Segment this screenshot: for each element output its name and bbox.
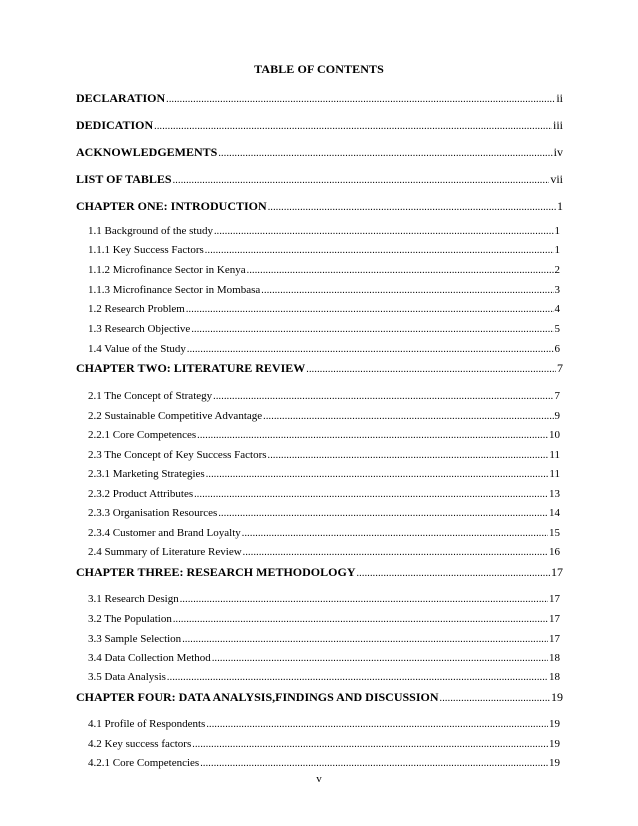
toc-entry-label: CHAPTER TWO: LITERATURE REVIEW (76, 361, 306, 375)
dot-leader (166, 93, 555, 107)
dot-leader (180, 593, 548, 607)
toc-entry-page-number: 17 (549, 613, 560, 625)
toc-entry-label: 2.3.4 Customer and Brand Loyalty (88, 527, 241, 539)
toc-section-entry (88, 342, 560, 356)
toc-section-entry (88, 592, 560, 606)
toc-entry-label: 4.1 Profile of Respondents (88, 718, 206, 730)
toc-section-entry (88, 545, 560, 559)
toc-entry-page-number: 11 (549, 449, 560, 461)
toc-section-entry (88, 448, 560, 462)
toc-entry-label: 4.2.1 Core Competencies (88, 757, 200, 769)
toc-section-entry (88, 506, 560, 520)
toc-entry-page-number: 5 (554, 323, 560, 335)
toc-entry-page-number: 7 (554, 390, 560, 402)
dot-leader (268, 201, 556, 215)
toc-section-entry (88, 737, 560, 751)
toc-entry-page-number: iii (552, 118, 563, 132)
toc-entry-page-number: 19 (549, 757, 560, 769)
dot-leader (205, 244, 554, 258)
toc-entry-page-number: 7 (557, 361, 563, 375)
toc-entry-label: 1.3 Research Objective (88, 323, 191, 335)
toc-section-entry (88, 717, 560, 731)
dot-leader (194, 488, 548, 502)
toc-entry-label: ACKNOWLEDGEMENTS (76, 145, 218, 159)
toc-entry-page-number: iv (553, 145, 563, 159)
toc-entry-page-number: 3 (554, 284, 560, 296)
toc-section-entry (88, 487, 560, 501)
toc-entry-label: 2.2 Sustainable Competitive Advantage (88, 410, 263, 422)
toc-entry-label: 2.3.3 Organisation Resources (88, 507, 218, 519)
toc-section-entry (88, 224, 560, 238)
toc-entry-label: 1.2 Research Problem (88, 303, 185, 315)
toc-entry-label: DEDICATION (76, 118, 154, 132)
toc-entry-page-number: 11 (549, 468, 560, 480)
dot-leader (263, 410, 553, 424)
toc-section-entry (88, 243, 560, 257)
toc-entry-page-number: 1 (554, 244, 560, 256)
toc-section-entry (88, 526, 560, 540)
toc-entry-label: 1.1.2 Microfinance Sector in Kenya (88, 264, 246, 276)
dot-leader (261, 284, 553, 298)
toc-entry-label: 1.1 Background of the study (88, 225, 213, 237)
toc-entry-page-number: 17 (551, 565, 563, 579)
page-title: TABLE OF CONTENTS (254, 62, 384, 76)
toc-section-entry (88, 670, 560, 684)
toc-entry-label: 1.1.3 Microfinance Sector in Mombasa (88, 284, 261, 296)
toc-entry-label: 4.2 Key success factors (88, 738, 192, 750)
toc-section-entry (88, 283, 560, 297)
toc-entry-page-number: 16 (549, 546, 560, 558)
dot-leader (356, 567, 550, 581)
dot-leader (167, 671, 548, 685)
toc-entry-page-number: 14 (549, 507, 560, 519)
toc-entry-label: 2.3.1 Marketing Strategies (88, 468, 205, 480)
dot-leader (218, 507, 548, 521)
dot-leader (212, 652, 548, 666)
toc-entry-page-number: 13 (549, 488, 560, 500)
toc-entry-page-number: 19 (551, 690, 563, 704)
dot-leader (214, 225, 554, 239)
toc-chapter-entry (76, 565, 563, 579)
toc-entry-label: 1.1.1 Key Success Factors (88, 244, 204, 256)
toc-entry-page-number: 19 (549, 718, 560, 730)
toc-section-entry (88, 263, 560, 277)
dot-leader (206, 468, 549, 482)
dot-leader (173, 613, 548, 627)
dot-leader (306, 363, 556, 377)
footer-page-number: v (316, 773, 322, 785)
toc-entry-page-number: 1 (554, 225, 560, 237)
dot-leader (191, 323, 553, 337)
toc-entry-label: 3.5 Data Analysis (88, 671, 166, 683)
dot-leader (218, 147, 552, 161)
toc-section-entry (88, 322, 560, 336)
dot-leader (187, 343, 554, 357)
toc-chapter-entry (76, 172, 563, 186)
toc-entry-label: CHAPTER ONE: INTRODUCTION (76, 199, 267, 213)
dot-leader (197, 429, 548, 443)
toc-entry-label: 1.4 Value of the Study (88, 343, 186, 355)
dot-leader (200, 757, 548, 771)
dot-leader (247, 264, 554, 278)
toc-section-entry (88, 632, 560, 646)
toc-entry-page-number: 17 (549, 593, 560, 605)
dot-leader (206, 718, 548, 732)
toc-section-entry (88, 612, 560, 626)
toc-chapter-entry (76, 118, 563, 132)
toc-entry-label: LIST OF TABLES (76, 172, 172, 186)
toc-entry-page-number: 18 (549, 652, 560, 664)
toc-entry-page-number: 19 (549, 738, 560, 750)
toc-entry-label: CHAPTER FOUR: DATA ANALYSIS,FINDINGS AND DISCUSSION (76, 690, 439, 704)
toc-entry-page-number: 15 (549, 527, 560, 539)
toc-section-entry (88, 756, 560, 770)
toc-entry-page-number: vii (550, 172, 563, 186)
dot-leader (192, 738, 548, 752)
toc-entry-page-number: ii (556, 91, 563, 105)
toc-entry-label: DECLARATION (76, 91, 166, 105)
dot-leader (268, 449, 549, 463)
dot-leader (154, 120, 552, 134)
toc-entry-label: 2.3 The Concept of Key Success Factors (88, 449, 267, 461)
dot-leader (213, 390, 553, 404)
dot-leader (173, 174, 550, 188)
toc-chapter-entry (76, 361, 563, 375)
toc-entry-label: 3.2 The Population (88, 613, 172, 625)
toc-entry-label: 3.3 Sample Selection (88, 633, 182, 645)
toc-entry-label: 2.4 Summary of Literature Review (88, 546, 242, 558)
toc-section-entry (88, 389, 560, 403)
toc-entry-label: CHAPTER THREE: RESEARCH METHODOLOGY (76, 565, 356, 579)
toc-chapter-entry (76, 145, 563, 159)
dot-leader (243, 546, 548, 560)
toc-section-entry (88, 302, 560, 316)
dot-leader (186, 303, 554, 317)
toc-section-entry (88, 428, 560, 442)
toc-entry-page-number: 2 (554, 264, 560, 276)
toc-entry-label: 2.2.1 Core Competences (88, 429, 197, 441)
toc-entry-label: 3.1 Research Design (88, 593, 179, 605)
toc-chapter-entry (76, 91, 563, 105)
toc-entry-label: 3.4 Data Collection Method (88, 652, 211, 664)
toc-entry-label: 2.1 The Concept of Strategy (88, 390, 213, 402)
toc-entry-page-number: 4 (554, 303, 560, 315)
toc-entry-page-number: 9 (554, 410, 560, 422)
toc-section-entry (88, 467, 560, 481)
toc-entry-label: 2.3.2 Product Attributes (88, 488, 194, 500)
toc-entry-page-number: 17 (549, 633, 560, 645)
toc-section-entry (88, 651, 560, 665)
toc-chapter-entry (76, 690, 563, 704)
toc-entry-page-number: 18 (549, 671, 560, 683)
dot-leader (440, 692, 550, 706)
toc-chapter-entry (76, 199, 563, 213)
toc-entry-page-number: 6 (554, 343, 560, 355)
toc-entry-page-number: 1 (557, 199, 563, 213)
dot-leader (182, 633, 548, 647)
dot-leader (242, 527, 548, 541)
toc-section-entry (88, 409, 560, 423)
toc-entry-page-number: 10 (549, 429, 560, 441)
